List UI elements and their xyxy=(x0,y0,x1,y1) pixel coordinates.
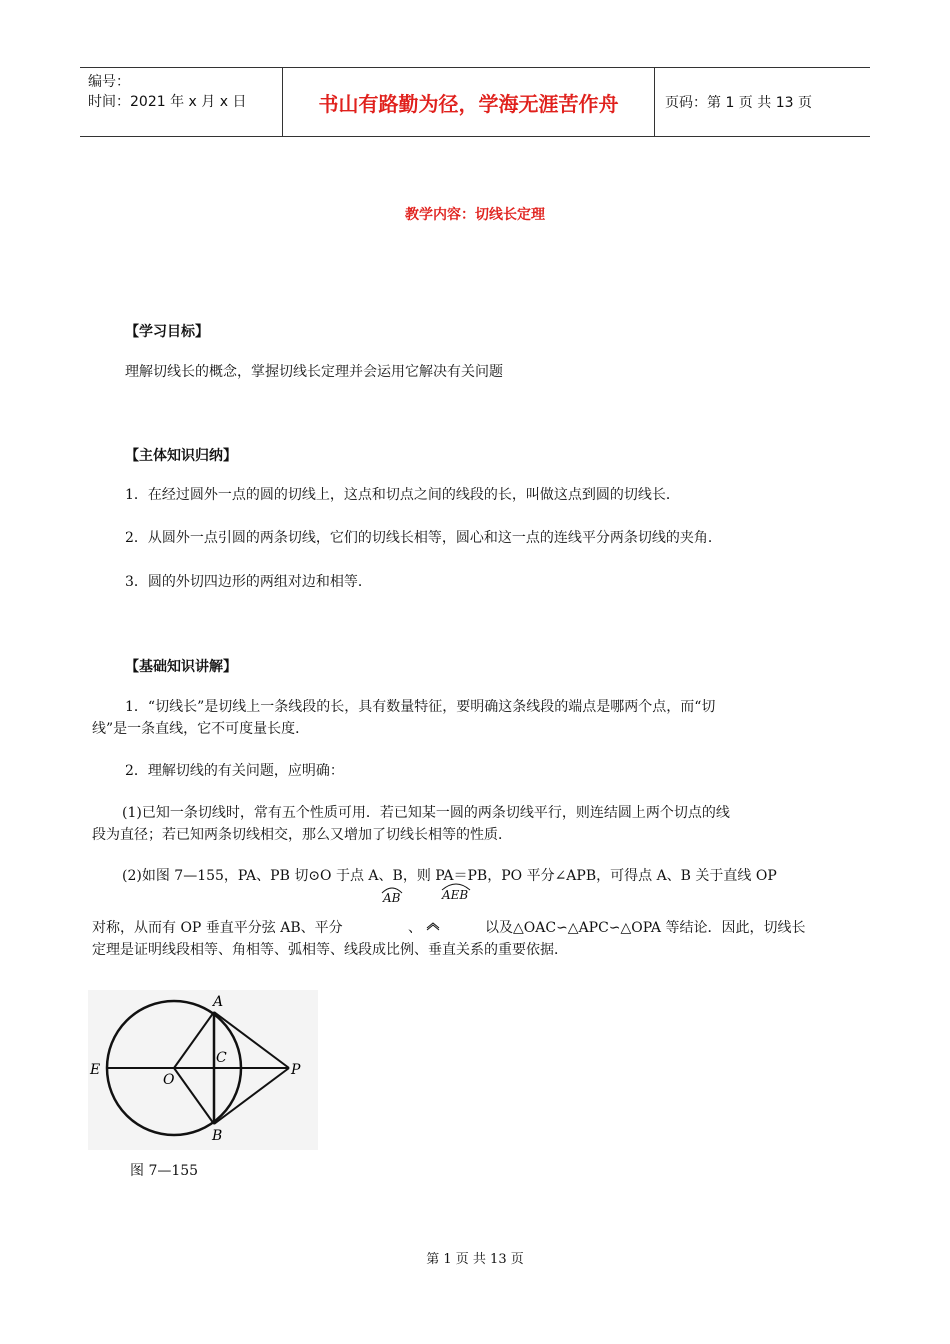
label-o: O xyxy=(163,1072,175,1088)
basic-p2: 2．理解切线的有关问题，应明确： xyxy=(125,763,344,779)
header-meta xyxy=(80,68,283,136)
basic-p3-line2: 段为直径；若已知两条切线相交，那么又增加了切线长相等的性质． xyxy=(92,827,512,843)
basic-heading: 【基础知识讲解】 xyxy=(125,659,237,675)
goal-text: 理解切线长的概念，掌握切线长定理并会运用它解决有关问题 xyxy=(125,364,503,380)
basic-p4-line2a: 对称，从而有 OP 垂直平分弦 AB、平分 xyxy=(92,920,343,936)
main-item-1: 1．在经过圆外一点的圆的切线上，这点和切点之间的线段的长，叫做这点到圆的切线长． xyxy=(125,487,680,503)
basic-p4-line2c: 以及△OAC∽△APC∽△OPA 等结论．因此，切线长 xyxy=(485,920,806,936)
number-label: 编号： xyxy=(88,74,130,90)
basic-p1-line2: 线”是一条直线，它不可度量长度． xyxy=(92,721,310,737)
basic-p4-line2b: 、 xyxy=(408,920,422,936)
goal-heading: 【学习目标】 xyxy=(125,324,209,340)
page-title: 教学内容：切线长定理 xyxy=(405,207,545,223)
main-item-2: 2．从圆外一点引圆的两条切线，它们的切线长相等，圆心和这一点的连线平分两条切线的夹角． xyxy=(125,530,722,546)
arc-mark-icon xyxy=(440,879,474,899)
time-label: 时间：2021 年 x 月 x 日 xyxy=(88,94,247,110)
main-heading: 【主体知识归纳】 xyxy=(125,448,237,464)
arc-ab-label: AB xyxy=(383,891,401,905)
arc-aeb-symbol xyxy=(442,888,468,902)
label-c: C xyxy=(216,1050,227,1066)
header-table xyxy=(80,67,870,137)
page-footer: 第 1 页 共 13 页 xyxy=(426,1252,524,1267)
tangent-figure xyxy=(88,990,318,1150)
double-chevron-icon xyxy=(425,922,441,932)
label-a: A xyxy=(213,994,224,1010)
basic-p4-line3: 定理是证明线段相等、角相等、弧相等、线段成比例、垂直关系的重要依据． xyxy=(92,942,568,958)
figure-caption: 图 7—155 xyxy=(130,1163,199,1179)
basic-p3-line1: (1)已知一条切线时，常有五个性质可用．若已知某一圆的两条切线平行，则连结圆上两个切点的线 xyxy=(122,805,730,821)
label-p: P xyxy=(291,1062,301,1078)
arc-aeb-label: AEB xyxy=(442,888,469,902)
label-e: E xyxy=(90,1062,101,1078)
arc-ab-symbol xyxy=(383,891,400,905)
main-item-3: 3．圆的外切四边形的两组对边和相等． xyxy=(125,574,372,590)
label-b: B xyxy=(212,1128,223,1144)
arc-mark-icon xyxy=(380,883,406,903)
header-page-info: 页码：第 1 页 共 13 页 xyxy=(665,95,812,111)
header-motto: 书山有路勤为径，学海无涯苦作舟 xyxy=(283,68,655,136)
basic-p4-line1: (2)如图 7—155，PA、PB 切⊙O 于点 A、B，则 PA＝PB，PO 平分∠APB，可得点 A、B 关于直线 OP xyxy=(122,868,777,884)
basic-p1-line1: 1．“切线长”是切线上一条线段的长，具有数量特征，要明确这条线段的端点是哪两个点，而“切 xyxy=(125,699,716,715)
